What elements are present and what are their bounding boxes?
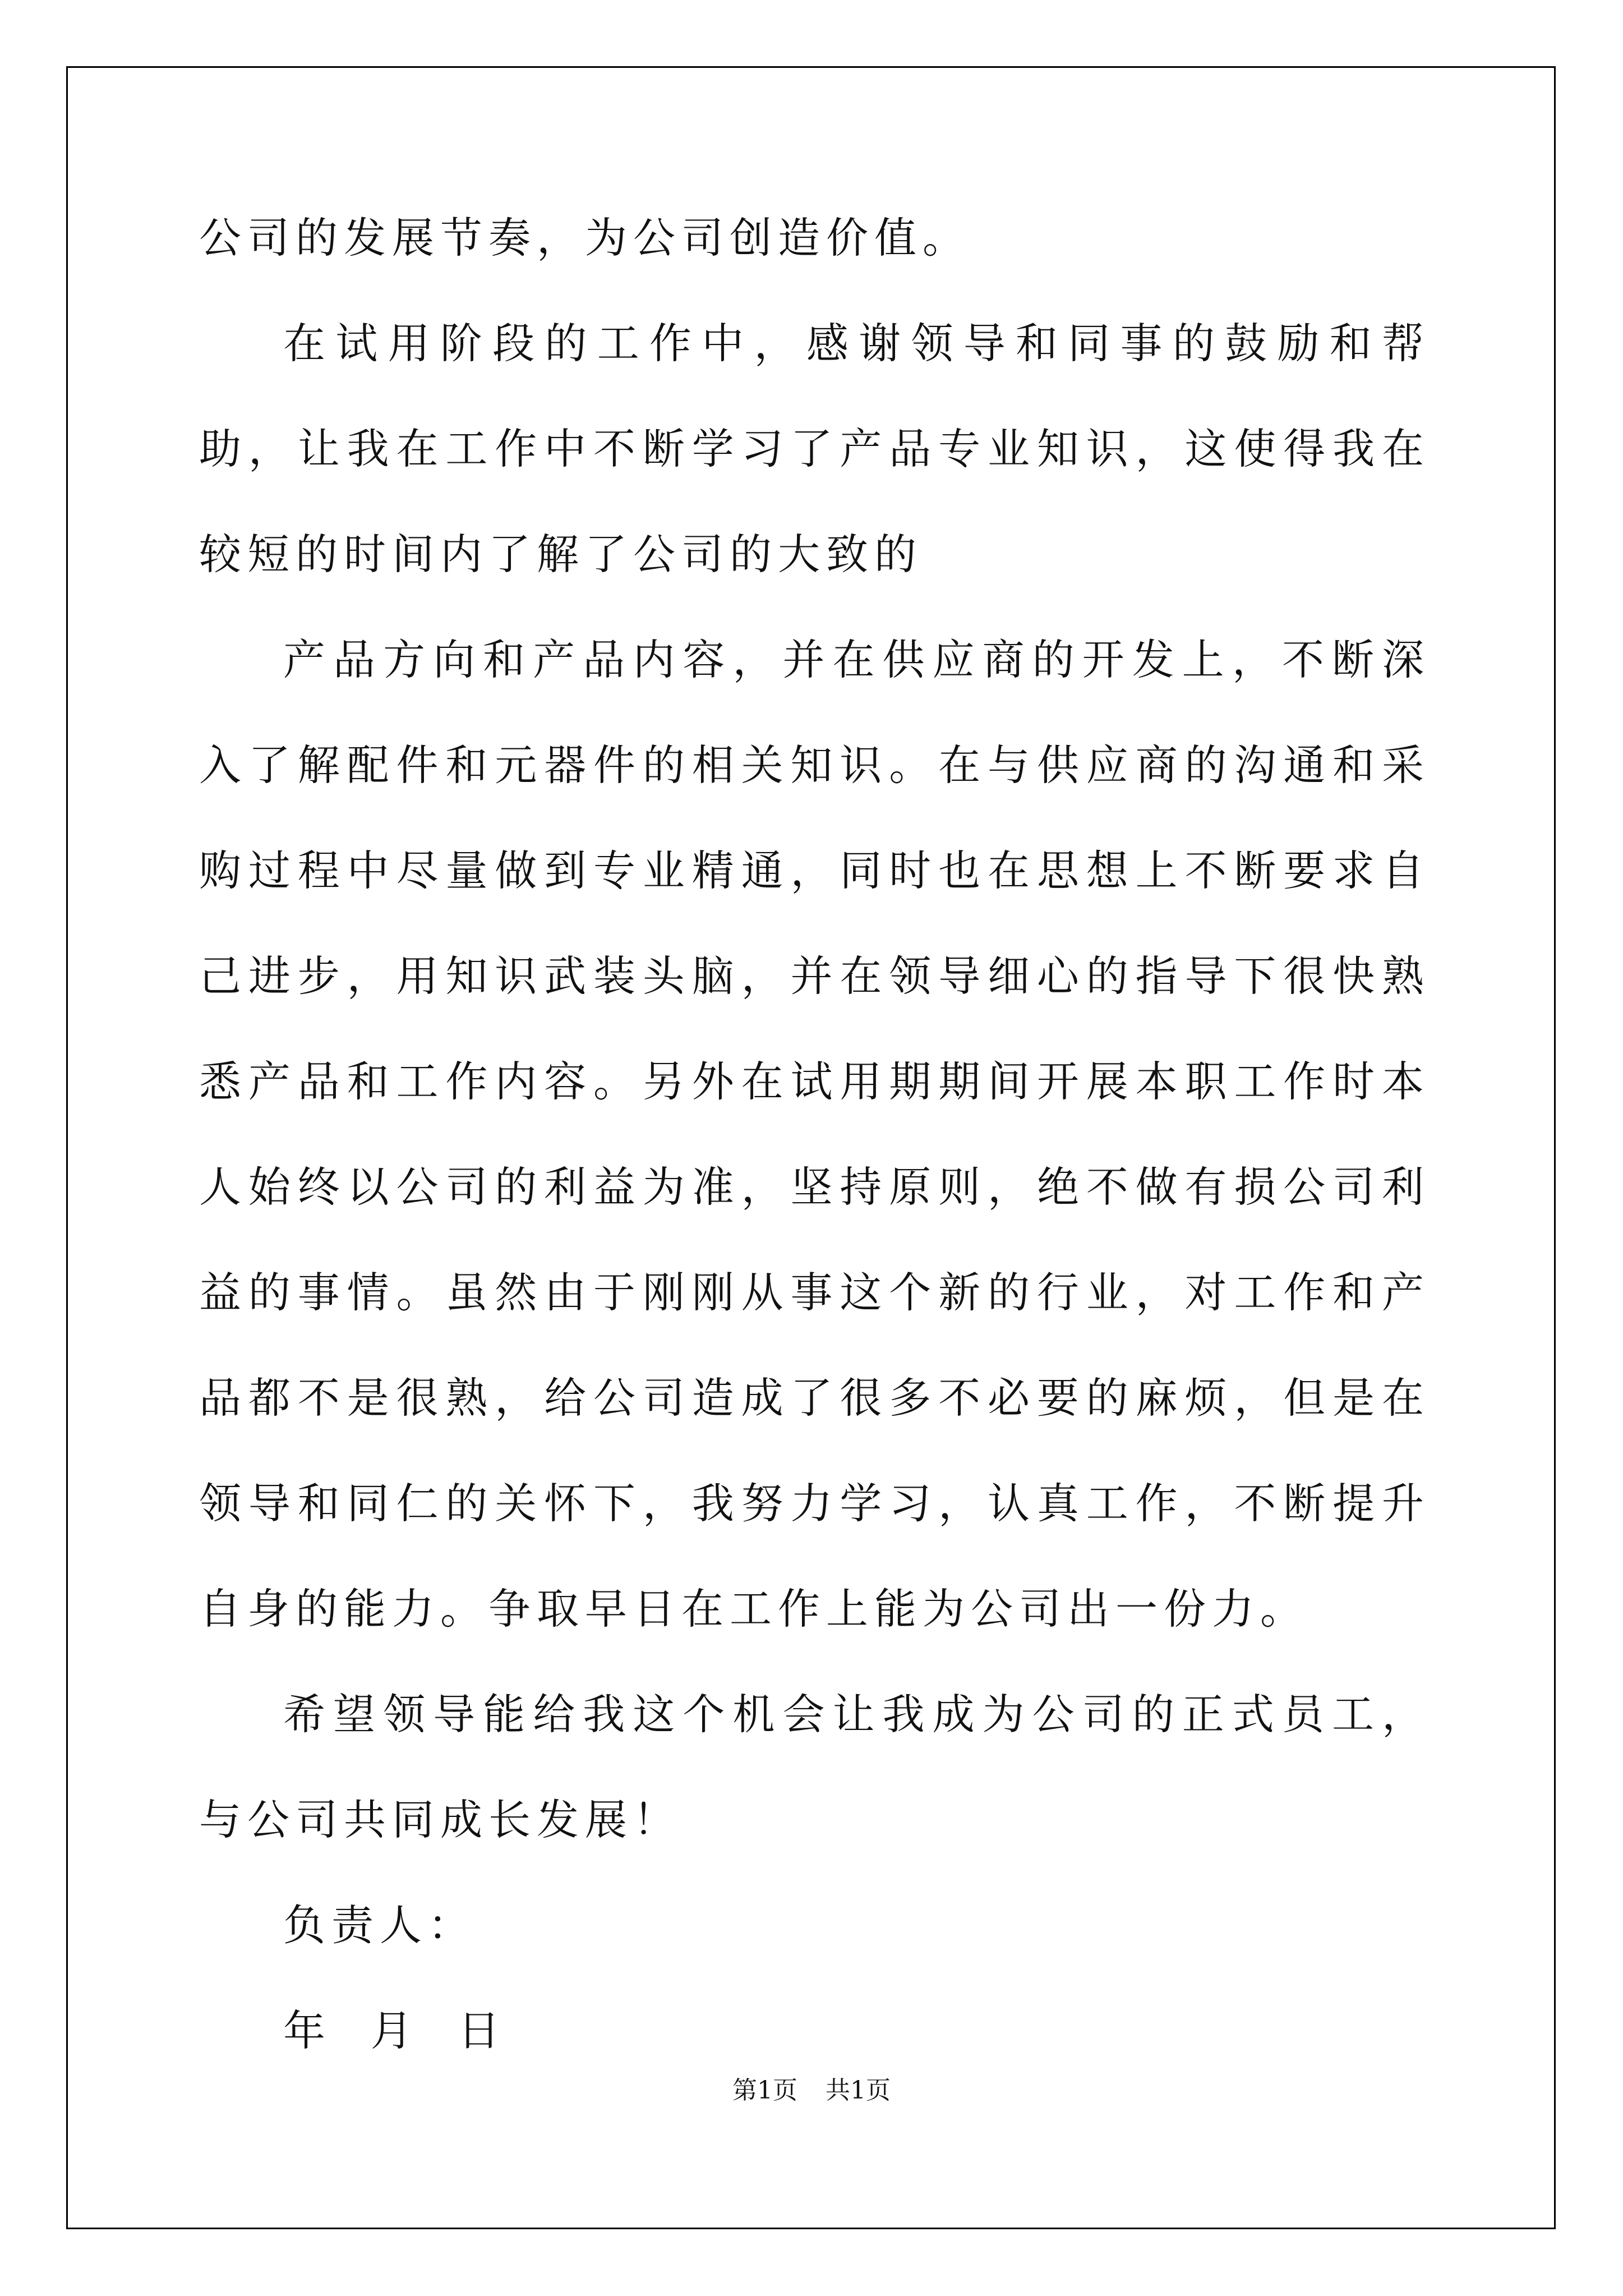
signature-label: 负责人： [283,1901,477,1950]
paragraph-4: 希望领导能给我这个机会让我成为公司的正式员工，与公司共同成长发展！ [199,1690,1430,1844]
date-line: 年 月 日 [283,2006,506,2055]
page-footer [0,2070,1623,2106]
document-body [199,185,1430,2083]
page-number-current: 第1页 [732,2076,797,2105]
paragraph-1: 公司的发展节奏，为公司创造价值。 [199,213,971,263]
page-number-total: 共1页 [826,2076,891,2105]
paragraph-2: 在试用阶段的工作中，感谢领导和同事的鼓励和帮助，让我在工作中不断学习了产品专业知识，这使得我在较短的时间内了解了公司的大致的 [199,319,1430,579]
paragraph-3: 产品方向和产品内容，并在供应商的开发上，不断深入了解配件和元器件的相关知识。在与供应商的沟通和采购过程中尽量做到专业精通，同时也在思想上不断要求自己进步，用知识武装头脑，并在领导细心的指导下很快熟悉产品和工作内容。另外在试用期期间开展本职工作时本人始终以公司的利益为准，坚持原则，绝不做有损公司利益的事情。虽然由于刚刚从事这个新的行业，对工作和产品都不是很熟，给公司造成了很多不必要的麻烦，但是在领导和同仁的关怀下，我努力学习，认真工作，不断提升自身的能力。争取早日在工作上能为公司出一份力。 [199,635,1430,1634]
